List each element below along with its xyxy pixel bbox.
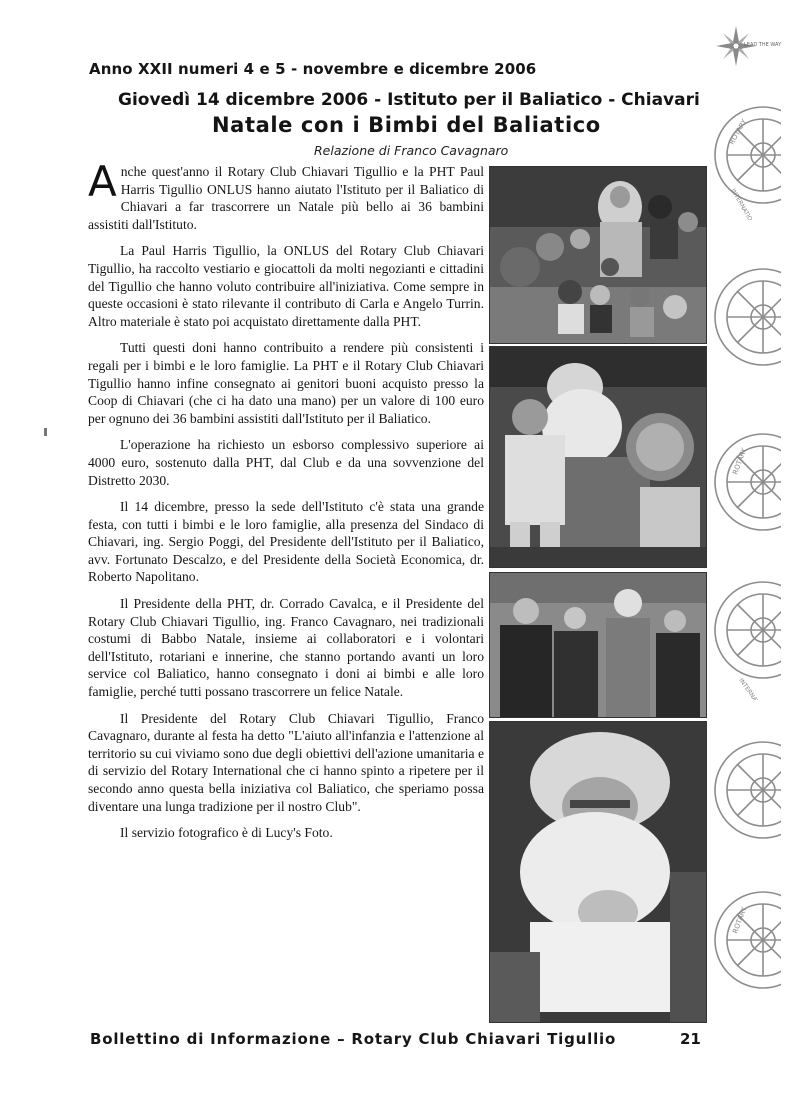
article-title: Natale con i Bimbi del Baliatico xyxy=(212,113,601,137)
gear-icon xyxy=(713,560,781,700)
article-paragraph: Il servizio fotografico è di Lucy's Foto. xyxy=(120,825,333,841)
event-title: Giovedì 14 dicembre 2006 - Istituto per il Baliatico - Chiavari xyxy=(118,90,700,110)
rotary-gear-icon xyxy=(713,870,781,1010)
gear-icon xyxy=(713,720,781,860)
santa-holding-toddler-photo xyxy=(489,346,707,568)
rotary-gear-icon xyxy=(713,90,781,220)
rotary-lead-the-way-logo xyxy=(714,22,780,70)
santa-holding-baby-photo xyxy=(489,721,707,1023)
gear-icon xyxy=(713,250,781,385)
logo-tagline: LEAD THE WAY xyxy=(744,42,782,48)
rotary-gear-icon xyxy=(713,415,781,550)
article-body xyxy=(88,157,484,851)
article-paragraph: Il Presidente del Rotary Club Chiavari Tigullio, Franco Cavagnaro, durante al festa ha detto "L'aiuto all'infanzia e l'attenzione al territorio su cui viviamo sono due degli obiettivi dell'azione umanitaria e di servizio del Rotary International che ci hanno spinto a ripetere per il secondo anno questa bella iniziativa col Baliatico, che speriamo possa diventare una lunga tradizione per il nostro Club". xyxy=(88,710,484,814)
santa-with-children-photo xyxy=(489,166,707,344)
article-paragraph: Il 14 dicembre, presso la sede dell'Istituto c'è stata una grande festa, con tutti i bimbi e le loro famiglie, alla presenza del Sindaco di Chiavari, ing. Sergio Poggi, del Presidente dell'Istituto per il Baliatico, avv. Fortunato Descalzo, e del Presidente della Società Economica, dr. Roberto Napolitano. xyxy=(88,499,484,585)
article-byline: Relazione di Franco Cavagnaro xyxy=(314,143,509,158)
gear-icon xyxy=(713,870,781,1010)
page-number: 21 xyxy=(680,1030,701,1048)
gear-icon xyxy=(713,90,781,220)
article-paragraph: Il Presidente della PHT, dr. Corrado Cavalca, e il Presidente del Rotary Club Chiavari Tigullio, ing. Franco Cavagnaro, nei tradizionali costumi di Babbo Natale, insieme ai collaboratori e i volontari dell'Istituto, rotariani e innerine, che stanno portando avanti un loro service col Baliatico, hanno consegnato i doni ai bimbi e alle loro famiglie, perché tutti possano trascorrere un felice Natale. xyxy=(88,596,484,700)
article-paragraph: La Paul Harris Tigullio, la ONLUS del Rotary Club Chiavari Tigullio, ha raccolto vestiario e giocattoli da molti negozianti e cittadini del Tigullio che hanno voluto contribuire all'iniziativa. Come sempre in queste occasioni è stato rilevante il contributo di Carla e Angelo Turrin. Altro materiale è stato poi acquistato direttamente dalla PHT. xyxy=(88,243,484,329)
issue-line: Anno XXII numeri 4 e 5 - novembre e dicembre 2006 xyxy=(89,60,537,78)
article-paragraph: Anche quest'anno il Rotary Club Chiavari Tigullio e la PHT Paul Harris Tigullio ONLUS hanno aiutato l'Istituto per il Baliatico di Chiavari a far trascorrere un Natale più bello ai 36 bambini assistiti dall'Istituto. xyxy=(88,157,484,232)
drop-cap: A xyxy=(88,157,117,206)
svg-text:ROTARY: ROTARY xyxy=(727,118,749,146)
article-paragraph: Tutti questi doni hanno contribuito a rendere più consistenti i regali per i bimbi e le loro famiglie. La PHT e il Rotary Club Chiavari Tigullio hanno infine consegnato ai genitori buoni acquisto presso la Coop di Chiavari (che ci ha dato una mano) per un valore di 100 euro per ognuno dei 36 bambini assistiti dall'Istituto per il Baliatico. xyxy=(88,340,484,426)
gear-icon xyxy=(713,415,781,550)
rotary-gear-icon xyxy=(713,720,781,860)
scan-artifact xyxy=(44,428,47,436)
officials-with-santa-photo xyxy=(489,572,707,718)
svg-text:ROTARY: ROTARY xyxy=(731,447,749,476)
article-paragraph: L'operazione ha richiesto un esborso complessivo superiore ai 4000 euro, sostenuto dalla PHT, dal Club e da una sovvenzione del Distretto 2030. xyxy=(88,437,484,488)
footer-publication: Bollettino di Informazione – Rotary Club Chiavari Tigullio xyxy=(90,1030,617,1048)
rotary-gear-icon xyxy=(713,250,781,385)
rotary-gear-icon xyxy=(713,560,781,700)
svg-text:ROTARY: ROTARY xyxy=(731,906,749,935)
svg-text:INTERNATIONAL: INTERNATIONAL xyxy=(737,677,771,700)
svg-text:INTERNATIONAL: INTERNATIONAL xyxy=(729,187,760,220)
